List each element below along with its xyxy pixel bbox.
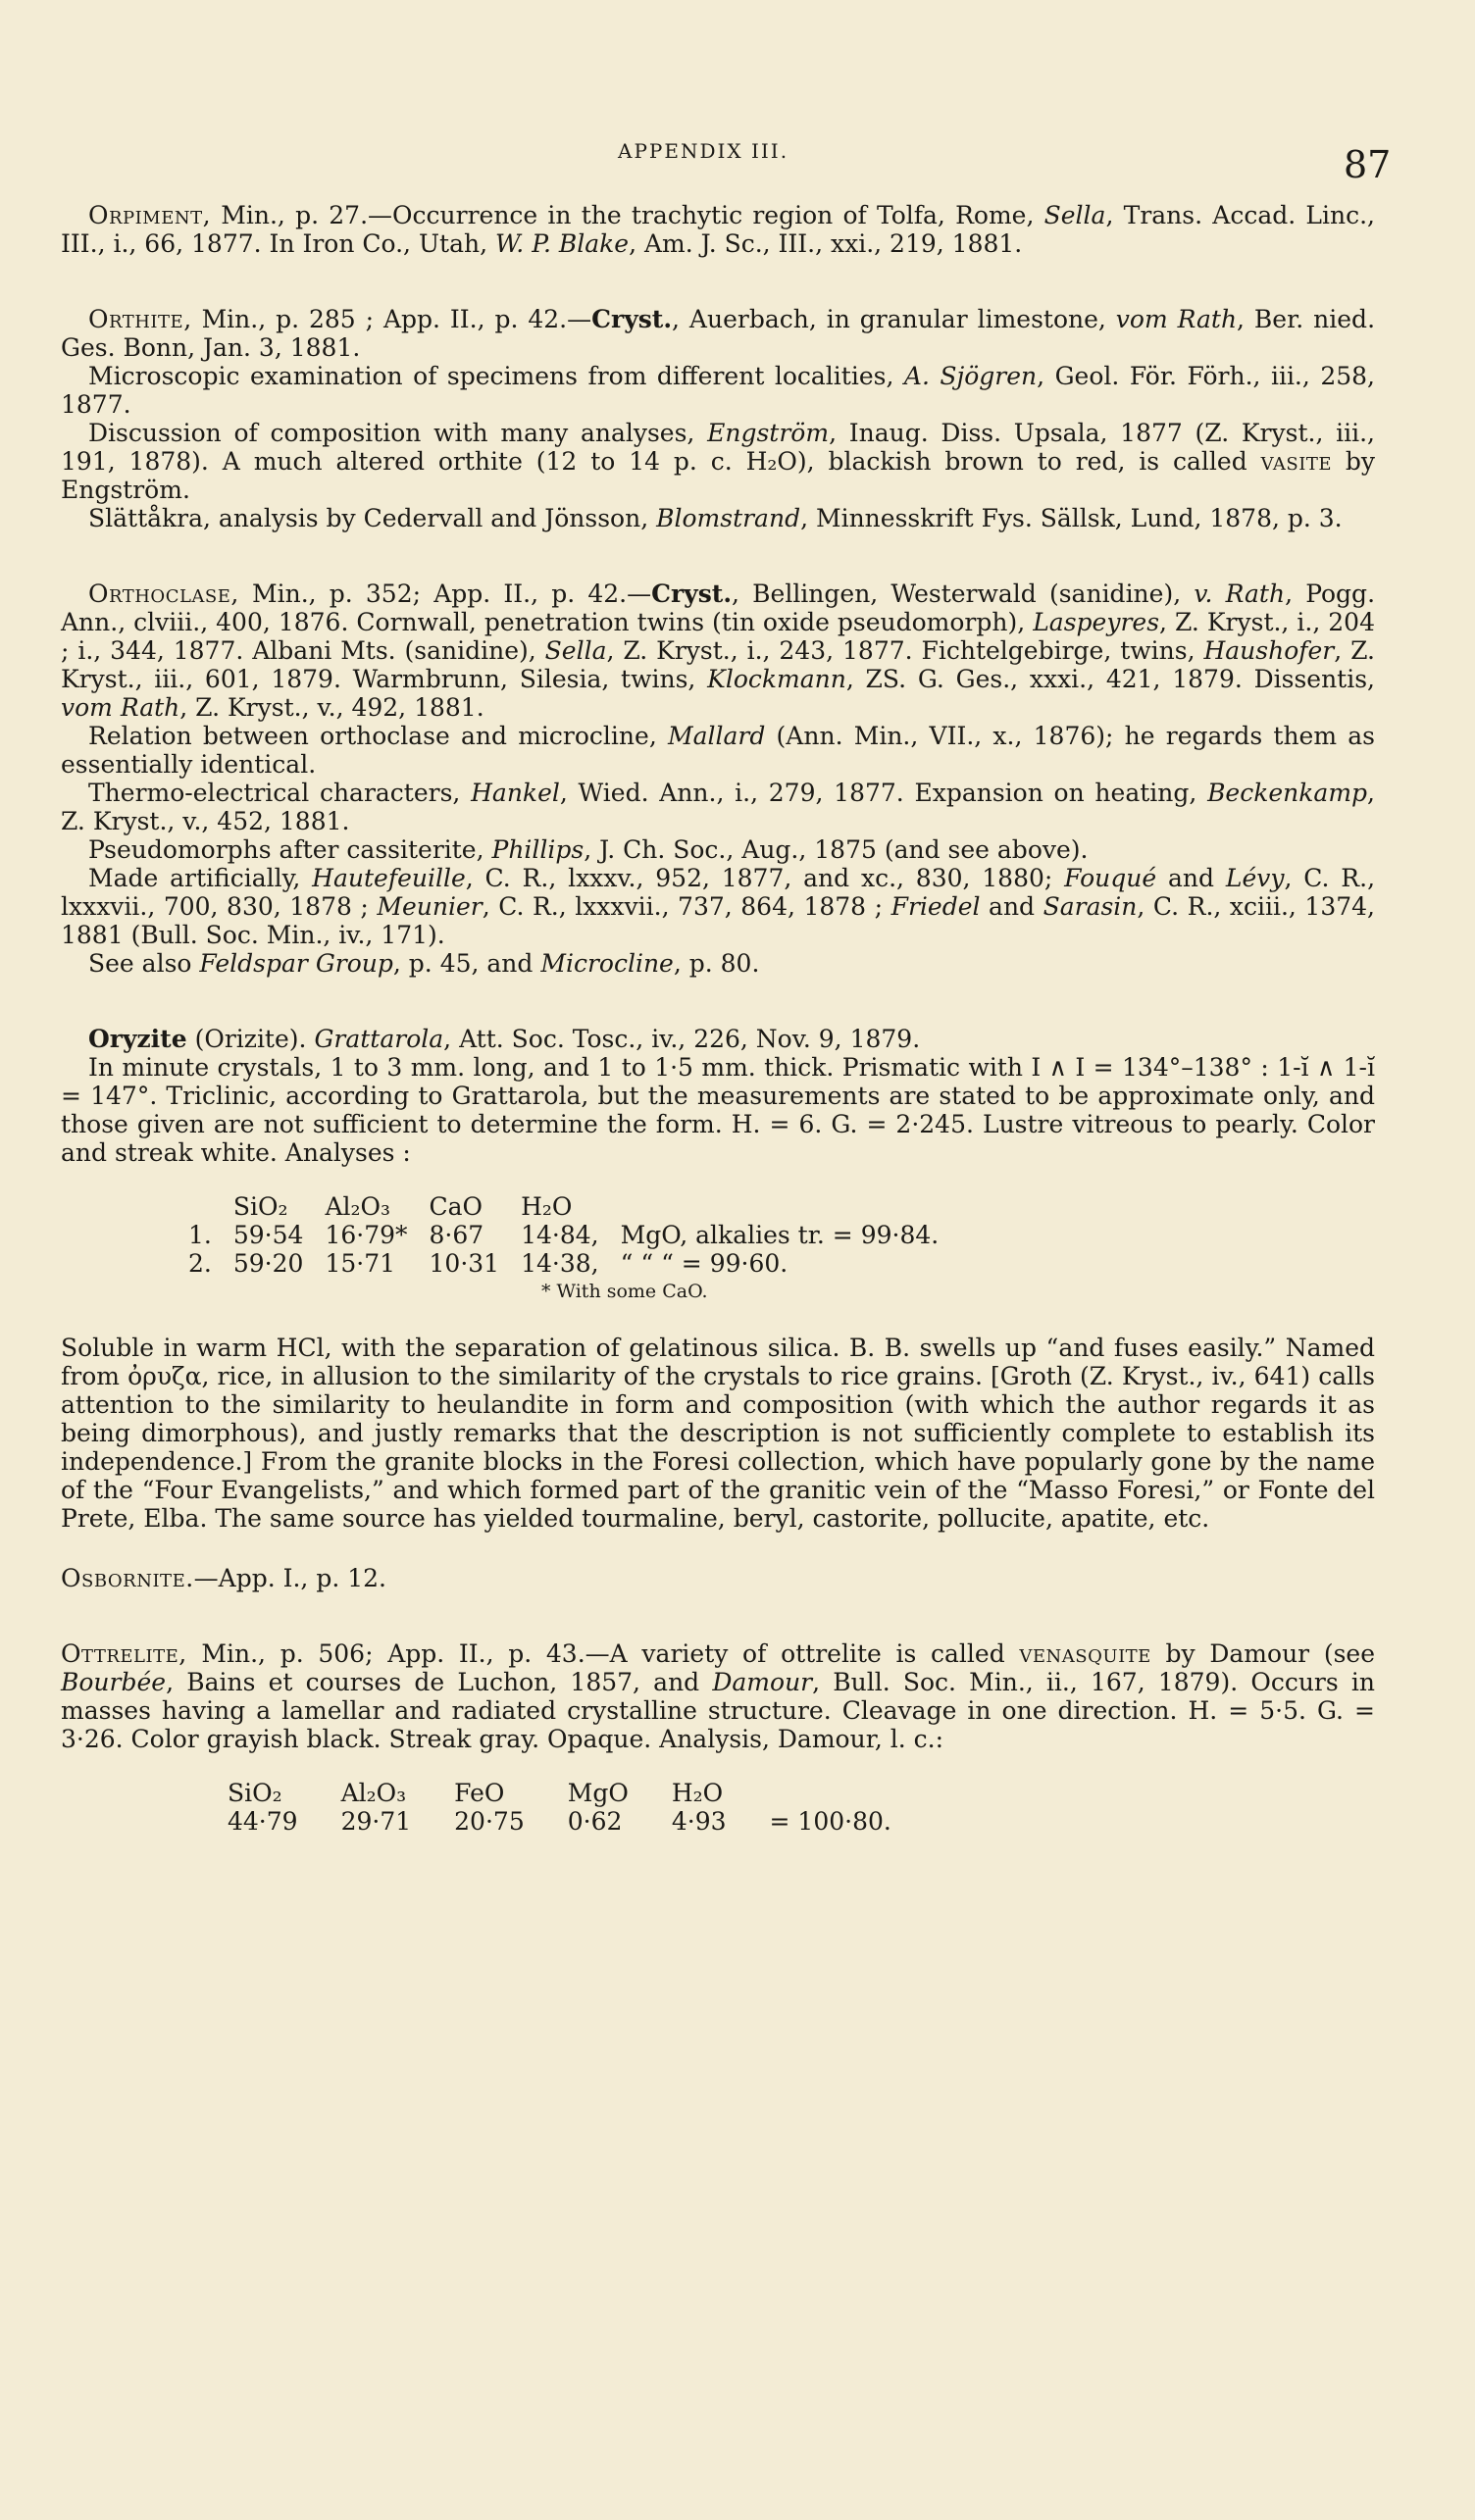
table-header	[770, 1779, 935, 1807]
author: Blomstrand	[656, 504, 801, 532]
paragraph	[61, 419, 1375, 504]
entry-heading: Orpiment,	[88, 201, 212, 229]
table-header	[188, 1192, 233, 1221]
table-header: CaO	[429, 1192, 483, 1221]
entry-osbornite	[61, 1564, 1375, 1592]
table-row	[228, 1807, 935, 1836]
text: , Auerbach, in granular limestone,	[672, 305, 1116, 333]
analysis-table-oryzite	[188, 1192, 960, 1278]
table-header: SiO₂	[228, 1779, 282, 1807]
entry-heading: Osbornite.	[61, 1564, 194, 1592]
body-text	[61, 201, 1375, 1883]
entry-ottrelite	[61, 1639, 1375, 1836]
text: See also	[88, 949, 200, 978]
table-cell: 8·67	[429, 1221, 484, 1249]
table-cell: 2.	[188, 1249, 212, 1278]
paragraph: Soluble in warm HCl, with the separation of gelatinous silica. B. B. swells up “and fuses easily.” Named from ὀρυζα, rice, in allusion to the similarity of the crystals to rice grains. [Groth (Z. Kryst., iv., 641) calls attention to the similarity to heulandite in form and composition (with which the author regards it as being dimorphous), and justly remarks that the description is not sufficiently complete to establish its independence.] From the granite blocks in the Foresi collection, which have popularly gone by the name of the “Four Evangelists,” and which formed part of the granitic vein of the “Masso Foresi,” or Fonte del Prete, Elba. The same source has yielded tourmaline, beryl, castorite, pollucite, apatite, etc.	[61, 1334, 1375, 1533]
text: , Minnesskrift Fys. Sällsk, Lund, 1878, p. 3.	[800, 504, 1343, 532]
table-cell: 16·79*	[325, 1221, 408, 1249]
table-header	[621, 1192, 961, 1221]
text: , Z. Kryst., iii., 601, 1879. Warmbrunn, Silesia, twins,	[61, 636, 1375, 693]
text: , Z. Kryst., i., 204 ; i., 344, 1877. Albani Mts. (sanidine),	[61, 608, 1375, 665]
author: Hautefeuille	[312, 864, 466, 892]
entry-heading: Orthite,	[88, 305, 192, 333]
author: Bourbée	[61, 1668, 167, 1696]
table-cell: “ “ “ = 99·60.	[620, 1249, 788, 1278]
text: by Damour (see	[1150, 1639, 1375, 1668]
text: Microscopic examination of specimens from different localities,	[88, 362, 904, 390]
table-header: Al₂O₃	[325, 1192, 391, 1221]
table-cell: 14·84,	[521, 1221, 599, 1249]
paragraph	[61, 1639, 1375, 1753]
paragraph	[61, 1025, 1375, 1053]
entry-orpiment	[61, 201, 1375, 258]
table-cell: 1.	[188, 1221, 212, 1249]
paragraph	[61, 580, 1375, 722]
table-cell: 20·75	[454, 1807, 525, 1836]
paragraph: In minute crystals, 1 to 3 mm. long, and 1 to 1·5 mm. thick. Prismatic with I ∧ I = 134°–138° : 1-ĭ ∧ 1-ĭ = 147°. Triclinic, according to Grattarola, but the measurements are stated to be approximate only, and those given are not sufficient to determine the form. H. = 6. G. = 2·245. Lustre vitreous to pearly. Color and streak white. Analyses :	[61, 1053, 1375, 1167]
author: Meunier	[377, 892, 483, 921]
table-cell: 14·38,	[521, 1249, 599, 1278]
text: Relation between orthoclase and microcline,	[88, 722, 668, 750]
table-cell: MgO, alkalies tr. = 99·84.	[620, 1221, 940, 1249]
text: Min., p. 352; App. II., p. 42.—	[238, 580, 652, 608]
table-header: MgO	[567, 1779, 629, 1807]
entry-orthoclase	[61, 580, 1375, 978]
text: —App. I., p. 12.	[193, 1564, 386, 1592]
text: , p. 80.	[673, 949, 760, 978]
author: Mallard	[667, 722, 766, 750]
author: vom Rath	[1115, 305, 1238, 333]
author: Phillips	[491, 835, 585, 864]
text: , C. R., lxxxv., 952, 1877, and xc., 830, 1880;	[465, 864, 1065, 892]
text: Thermo-electrical characters,	[88, 779, 472, 807]
text: Discussion of composition with many analyses,	[88, 419, 708, 447]
text: , Geol. För. Förh., iii., 258, 1877.	[61, 362, 1375, 419]
table-header: H₂O	[521, 1192, 573, 1221]
author: Lévy	[1225, 864, 1285, 892]
paragraph	[61, 504, 1375, 532]
text: , Z. Kryst., v., 492, 1881.	[179, 693, 484, 722]
entry-heading: Oryzite	[88, 1025, 187, 1053]
paragraph	[61, 864, 1375, 949]
table-header: SiO₂	[232, 1192, 288, 1221]
text: , Am. J. Sc., III., xxi., 219, 1881.	[629, 229, 1023, 258]
text: , C. R., xciii., 1374, 1881 (Bull. Soc. Min., iv., 171).	[61, 892, 1375, 949]
author: Fouqué	[1064, 864, 1157, 892]
author: v. Rath	[1194, 580, 1286, 608]
text: , Att. Soc. Tosc., iv., 226, Nov. 9, 1879.	[443, 1025, 921, 1053]
paragraph	[61, 362, 1375, 419]
table-cell: 10·31	[429, 1249, 500, 1278]
text: , Bellingen, Westerwald (sanidine),	[732, 580, 1195, 608]
author: Haushofer	[1203, 636, 1335, 665]
keyword: Cryst.	[591, 305, 673, 333]
table-cell: 29·71	[340, 1807, 412, 1836]
table-header: H₂O	[671, 1779, 724, 1807]
text: , Ber. nied. Ges. Bonn, Jan. 3, 1881.	[61, 305, 1376, 362]
author: Sarasin	[1043, 892, 1138, 921]
paragraph	[61, 305, 1375, 362]
text: , C. R., lxxxvii., 700, 830, 1878 ;	[61, 864, 1376, 921]
table-cell: 15·71	[325, 1249, 396, 1278]
author: Hankel	[471, 779, 560, 807]
table-footnote: * With some CaO.	[541, 1281, 708, 1302]
text: by Engström.	[61, 447, 1375, 504]
paragraph	[61, 949, 1375, 978]
text: and	[1156, 864, 1226, 892]
table-header: Al₂O₃	[340, 1779, 407, 1807]
author: Grattarola	[314, 1025, 444, 1053]
author: Laspeyres	[1033, 608, 1160, 636]
author: Beckenkamp	[1207, 779, 1368, 807]
text: Min., p. 506; App. II., p. 43.—A variety of ottrelite is called	[186, 1639, 1020, 1668]
mineral-name: venasquite	[1019, 1639, 1151, 1668]
text: Made artificially,	[88, 864, 313, 892]
author: Sella	[544, 636, 607, 665]
paragraph	[61, 722, 1375, 779]
table-cell: 0·62	[567, 1807, 623, 1836]
table-header-row	[228, 1779, 935, 1807]
cross-reference: Microcline	[540, 949, 674, 978]
entry-oryzite	[61, 1025, 1375, 1533]
text: , J. Ch. Soc., Aug., 1875 (and see above).	[584, 835, 1089, 864]
table-cell: = 100·80.	[769, 1807, 891, 1836]
keyword: Cryst.	[651, 580, 733, 608]
paragraph	[61, 201, 1375, 258]
analysis-table-ottrelite	[228, 1779, 935, 1836]
text: (Orizite).	[186, 1025, 315, 1053]
table-header-row	[188, 1192, 960, 1221]
cross-reference: Feldspar Group	[199, 949, 393, 978]
entry-orthite	[61, 305, 1375, 532]
author: Sella	[1043, 201, 1106, 229]
author: W. P. Blake	[494, 229, 630, 258]
entry-heading: Ottrelite,	[61, 1639, 187, 1668]
text: , Trans. Accad. Linc., III., i., 66, 1877. In Iron Co., Utah,	[61, 201, 1376, 258]
author: A. Sjögren	[903, 362, 1038, 390]
text: , Bains et courses de Luchon, 1857, and	[166, 1668, 713, 1696]
text: and	[980, 892, 1043, 921]
text: (Ann. Min., VII., x., 1876); he regards them as essentially identical.	[61, 722, 1375, 779]
text: , ZS. G. Ges., xxxi., 421, 1879. Dissentis,	[845, 665, 1375, 693]
text: Min., p. 27.—Occurrence in the trachytic region of Tolfa, Rome,	[211, 201, 1044, 229]
text: , Pogg. Ann., clviii., 400, 1876. Cornwall, penetration twins (tin oxide pseudomorph),	[61, 580, 1376, 636]
table-row	[188, 1221, 960, 1249]
author: Engström	[707, 419, 830, 447]
page-number: 87	[1344, 143, 1392, 186]
mineral-name: vasite	[1260, 447, 1332, 476]
table-cell: 59·20	[232, 1249, 304, 1278]
author: Damour	[712, 1668, 813, 1696]
text: Slättåkra, analysis by Cedervall and Jönsson,	[88, 504, 657, 532]
table-header: FeO	[454, 1779, 505, 1807]
text: , p. 45, and	[392, 949, 541, 978]
author: Klockmann	[707, 665, 846, 693]
text: , Bull. Soc. Min., ii., 167, 1879). Occurs in masses having a lamellar and radiated crystalline structure. Cleavage in one direction. H. = 5·5. G. = 3·26. Color grayish black. Streak gray. Opaque. Analysis, Damour, l. c.:	[61, 1668, 1375, 1753]
entry-heading: Orthoclase,	[88, 580, 239, 608]
table-row	[188, 1249, 960, 1278]
text: Pseudomorphs after cassiterite,	[88, 835, 492, 864]
text: , Z. Kryst., v., 452, 1881.	[61, 779, 1375, 835]
table-cell: 4·93	[671, 1807, 727, 1836]
paragraph	[61, 1564, 1375, 1592]
author: vom Rath	[61, 693, 180, 722]
paragraph	[61, 835, 1375, 864]
text: , Inaug. Diss. Upsala, 1877 (Z. Kryst., iii., 191, 1878). A much altered orthite (12 to 14 p. c. H₂O), blackish brown to red, is called	[61, 419, 1376, 476]
author: Friedel	[890, 892, 981, 921]
table-cell: 44·79	[228, 1807, 298, 1836]
text: , Z. Kryst., i., 243, 1877. Fichtelgebirge, twins,	[606, 636, 1204, 665]
table-cell: 59·54	[232, 1221, 304, 1249]
text: , Wied. Ann., i., 279, 1877. Expansion on heating,	[559, 779, 1208, 807]
text: , C. R., lxxxvii., 737, 864, 1878 ;	[482, 892, 891, 921]
text: Min., p. 285 ; App. II., p. 42.—	[191, 305, 592, 333]
running-head: APPENDIX III.	[618, 139, 789, 163]
paragraph	[61, 779, 1375, 835]
